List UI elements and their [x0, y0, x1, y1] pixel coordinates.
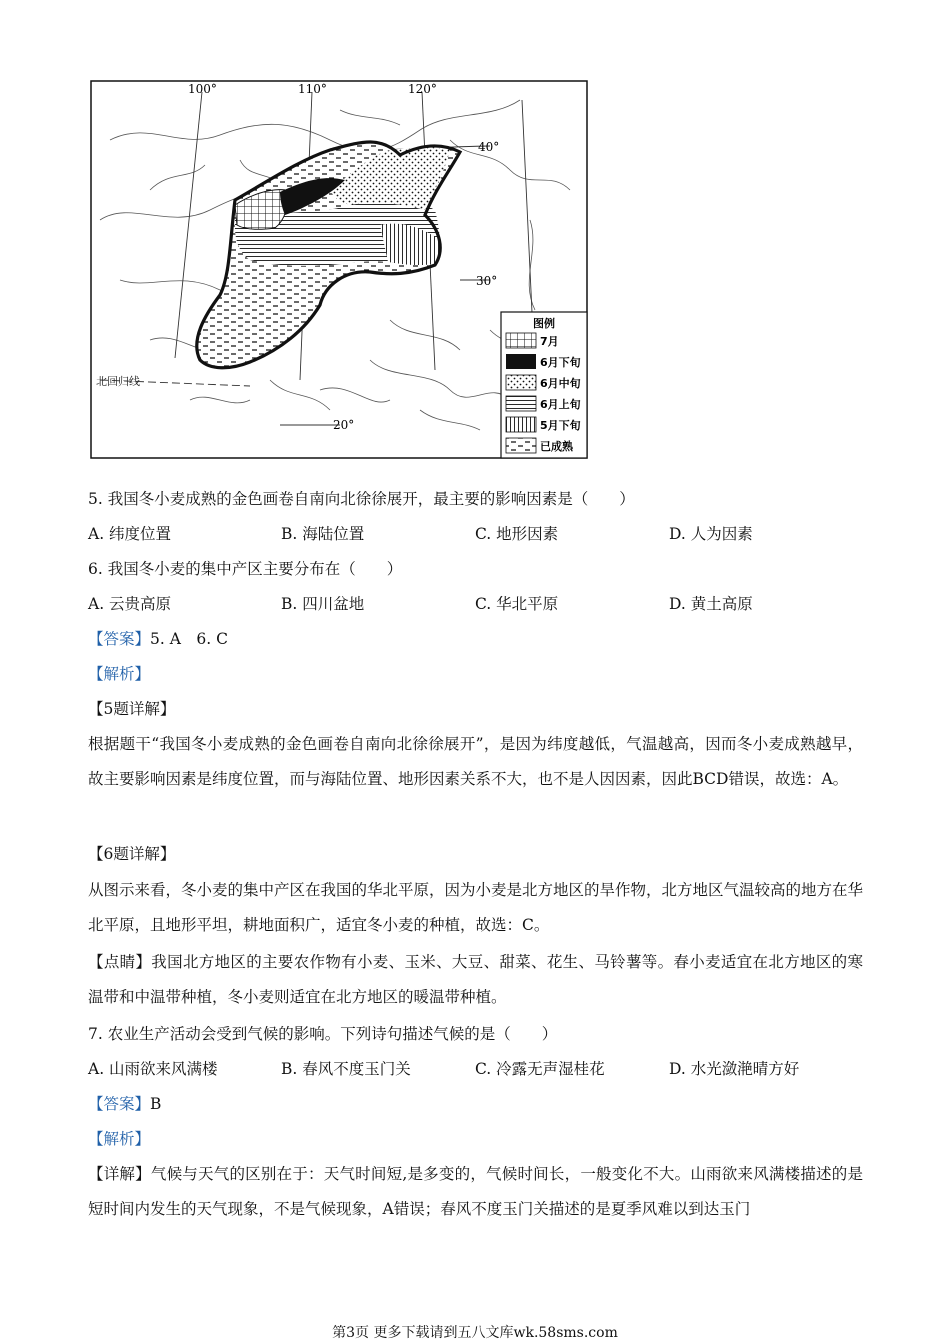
q5-option-d: D. 人为因素: [669, 525, 753, 543]
page-footer: 第3页 更多下载请到五八文库wk.58sms.com: [332, 1325, 618, 1341]
detail7-text: 气候与天气的区别在于：天气时间短,是多变的，气候时间长，一般变化不大。山雨欲来风满楼描述的是短时间内发生的天气现象，不是气候现象，A错误；春风不度玉门关描述的是夏季风难以到达玉门: [88, 1165, 863, 1218]
detail7-tag: 【详解】: [88, 1165, 151, 1183]
tropic-label: 北回归线: [96, 375, 140, 388]
legend-swatch-late-may: [506, 417, 536, 432]
answer-tag: 【答案】: [88, 630, 151, 648]
lon-label-100: 100°: [188, 82, 217, 96]
lat-label-30: 30°: [476, 274, 498, 288]
detail7-paragraph: [88, 1157, 863, 1227]
legend-label-late-may: 5月下旬: [540, 419, 581, 432]
legend-title: 图例: [533, 317, 555, 330]
tip-text: 我国北方地区的主要农作物有小麦、玉米、大豆、甜菜、花生、马铃薯等。春小麦适宜在北方地区的寒温带和中温带种植，冬小麦则适宜在北方地区的暖温带种植。: [88, 953, 863, 1006]
map-svg: [90, 80, 590, 460]
answer7-tag: 【答案】: [88, 1095, 151, 1113]
legend-swatch-early-june: [506, 396, 536, 411]
legend-label-late-june: 6月下旬: [540, 356, 581, 369]
legend-swatch-july: [506, 333, 536, 348]
q6-option-b: B. 四川盆地: [281, 595, 365, 613]
answer-5-6: [88, 628, 228, 650]
wheat-harvest-map: [90, 80, 590, 460]
tip-paragraph: [88, 945, 863, 1015]
q5-option-c: C. 地形因素: [475, 525, 559, 543]
q7-option-d: D. 水光潋滟晴方好: [669, 1060, 800, 1078]
q7-option-b: B. 春风不度玉门关: [281, 1060, 411, 1078]
detail5-title: 【5题详解】: [88, 700, 176, 718]
legend-swatch-late-june: [506, 354, 536, 369]
q6-stem: 6. 我国冬小麦的集中产区主要分布在（ ）: [88, 560, 403, 578]
answer7-text: B: [150, 1095, 162, 1113]
detail6-text: 从图示来看，冬小麦的集中产区在我国的华北平原，因为小麦是北方地区的旱作物，北方地区气温较高的地方在华北平原，且地形平坦，耕地面积广，适宜冬小麦的种植，故选：C。: [88, 881, 864, 934]
q6-option-c: C. 华北平原: [475, 595, 559, 613]
analysis-tag-7: 【解析】: [88, 1130, 151, 1148]
legend-label-early-june: 6月上旬: [540, 398, 581, 411]
q6-option-a: A. 云贵高原: [88, 595, 172, 613]
detail6-title: 【6题详解】: [88, 845, 176, 863]
q7-stem: 7. 农业生产活动会受到气候的影响。下列诗句描述气候的是（ ）: [88, 1025, 558, 1043]
q5-stem: 5. 我国冬小麦成熟的金色画卷自南向北徐徐展开，最主要的影响因素是（ ）: [88, 490, 635, 508]
q5-option-b: B. 海陆位置: [281, 525, 365, 543]
lat-label-40: 40°: [478, 140, 500, 154]
answer-7: [88, 1093, 161, 1115]
q5-option-a: A. 纬度位置: [88, 525, 172, 543]
tip-tag: 【点睛】: [88, 953, 152, 971]
answer-text: 5. A 6. C: [150, 630, 229, 648]
legend-label-july: 7月: [540, 335, 559, 348]
q7-option-a: A. 山雨欲来风满楼: [88, 1060, 218, 1078]
detail5-text: 根据题干“我国冬小麦成熟的金色画卷自南向北徐徐展开”，是因为纬度越低，气温越高，因而冬小麦成熟越早，故主要影响因素是纬度位置，而与海陆位置、地形因素关系不大，也不是人因因素，因此BCD错误，故选：A。: [88, 735, 863, 788]
q6-option-d: D. 黄土高原: [669, 595, 753, 613]
lon-label-120: 120°: [408, 82, 437, 96]
lat-label-20: 20°: [333, 418, 355, 432]
map-legend: [501, 312, 587, 458]
legend-label-mature: 已成熟: [540, 440, 573, 453]
legend-label-mid-june: 6月中旬: [540, 377, 581, 390]
legend-swatch-mature: [506, 438, 536, 453]
legend-swatch-mid-june: [506, 375, 536, 390]
lon-label-110: 110°: [298, 82, 327, 96]
analysis-tag-5-6: 【解析】: [88, 665, 151, 683]
q7-option-c: C. 冷露无声湿桂花: [475, 1060, 605, 1078]
